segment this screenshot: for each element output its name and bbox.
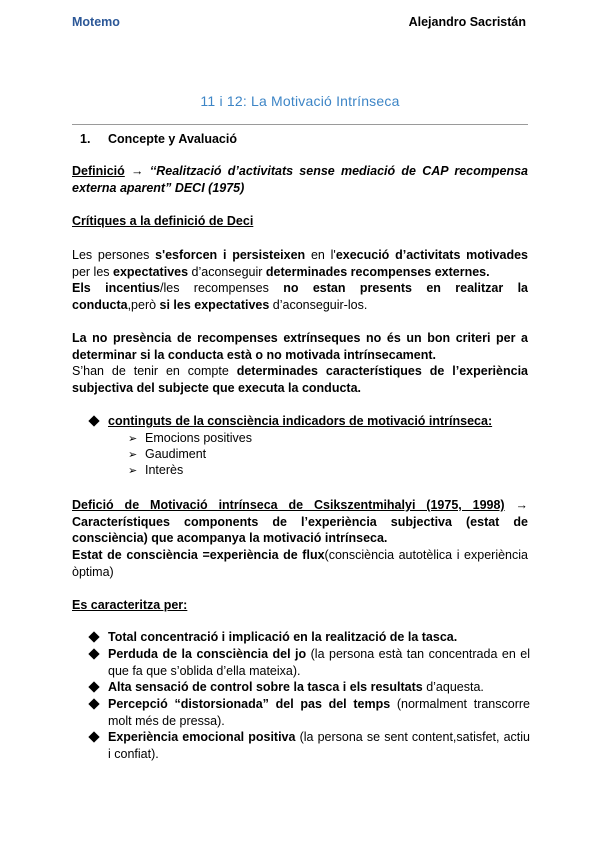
critique-paragraph-4 — [72, 363, 528, 396]
csik-paragraph — [72, 497, 528, 547]
text-run: (la persona se sent content,satisfet, actiu i confiat). — [108, 730, 530, 761]
critique-paragraph-2 — [72, 280, 528, 313]
critique-paragraph-3 — [72, 330, 528, 363]
contents-item — [128, 446, 206, 464]
csik-label: Defició de Motivació intrínseca de Csikszentmihalyi (1975, 1998) — [72, 498, 505, 512]
diamond-bullet-icon — [88, 698, 99, 709]
characteristic-item — [90, 729, 530, 762]
characteristic-item — [90, 646, 530, 679]
text-run: (normalment transcorre molt més de pressa). — [108, 697, 530, 728]
text-run: ,però — [127, 297, 160, 312]
document-title: 11 i 12: La Motivació Intrínseca — [200, 93, 400, 109]
text-run: (la persona està tan concentrada en el que fa que s’oblida d’ella mateixa). — [108, 647, 531, 678]
bold-run: Experiència emocional positiva — [108, 730, 296, 744]
characteristic-item — [90, 679, 530, 696]
text-run: d’aquesta. — [422, 680, 484, 694]
contents-item-text: Emocions positives — [145, 431, 252, 445]
section-heading — [80, 132, 237, 146]
arrowhead-bullet-icon: ➢ — [128, 433, 138, 445]
text-run: Les persones — [72, 248, 156, 262]
diamond-bullet-icon — [88, 415, 99, 426]
bold-run: determinades característiques de l’experiència subjectiva del subjecte que executa la conducta. — [72, 364, 528, 395]
bold-run: Total concentració i implicació en la realització de la tasca. — [108, 630, 458, 644]
definition-label: Definició — [72, 164, 125, 178]
section-label: Concepte y Avaluació — [108, 132, 237, 146]
contents-item — [128, 462, 183, 480]
text-run: S’han de tenir en compte — [72, 364, 237, 378]
bold-run: expectatives — [113, 264, 189, 279]
contents-label: continguts de la consciència indicadors de motivació intrínseca: — [108, 414, 493, 428]
bold-run: Característiques components de l’experiència subjectiva (estat de consciència) que acompanya la motivació intrínseca. — [72, 514, 528, 545]
definition-paragraph — [72, 163, 528, 196]
header-course: Motemo — [72, 15, 120, 29]
bold-run: determinades recompenses externes. — [265, 264, 490, 279]
flow-paragraph — [72, 547, 528, 580]
bold-run: s'esforcen i persisteixen — [155, 248, 306, 262]
bold-run: Perduda de la consciència del jo — [108, 647, 307, 661]
section-number: 1. — [80, 132, 91, 146]
diamond-bullet-icon — [88, 681, 99, 692]
contents-item-text: Gaudiment — [145, 447, 207, 461]
characteristic-item — [90, 629, 530, 646]
critique-heading — [72, 213, 528, 230]
text-run: d’aconseguir — [188, 264, 266, 279]
critique-paragraph-1 — [72, 247, 528, 280]
bold-run: Els incentius — [72, 281, 160, 295]
definition-arrow: → — [131, 164, 144, 178]
header-author: Alejandro Sacristán — [408, 15, 526, 29]
arrowhead-bullet-icon: ➢ — [128, 449, 138, 461]
definition-quote: ‘‘Realització d’activitats sense mediació de CAP recompensa externa aparent” DECI (1975) — [72, 164, 528, 195]
title-divider — [72, 124, 528, 125]
bold-run: Percepció “distorsionada” del pas del temps — [108, 697, 391, 711]
bold-run: Alta sensació de control sobre la tasca i els resultats — [108, 680, 423, 694]
bold-run: Estat de consciència =experiència de flux — [72, 548, 325, 562]
characterized-heading-text: Es caracteritza per: — [72, 598, 188, 612]
text-run: en l' — [305, 248, 336, 262]
bold-run: La no presència de recompenses extrínseques no és un bon criteri per a determinar si la conducta està o no motivada intrínsecament. — [72, 331, 528, 362]
text-run: (consciència autotèlica i experiència òptima) — [72, 548, 528, 579]
contents-item-text: Interès — [145, 463, 184, 477]
csik-arrow: → — [515, 498, 528, 512]
diamond-bullet-icon — [88, 631, 99, 642]
contents-item — [128, 430, 252, 448]
text-run: /les recompenses — [160, 281, 284, 295]
bold-run: execució d’activitats motivades — [335, 248, 529, 262]
bold-run: si les expectatives — [159, 297, 270, 312]
text-run: d’aconseguir-los. — [269, 297, 368, 312]
characteristic-item — [90, 696, 530, 729]
characterized-heading — [72, 597, 528, 614]
contents-bullet — [90, 413, 530, 430]
diamond-bullet-icon — [88, 648, 99, 659]
text-run: per les — [72, 264, 113, 279]
critique-heading-text: Crítiques a la definició de Deci — [72, 214, 254, 228]
diamond-bullet-icon — [88, 731, 99, 742]
arrowhead-bullet-icon: ➢ — [128, 465, 138, 477]
bold-run: no estan presents en realitzar la conducta — [72, 281, 529, 312]
